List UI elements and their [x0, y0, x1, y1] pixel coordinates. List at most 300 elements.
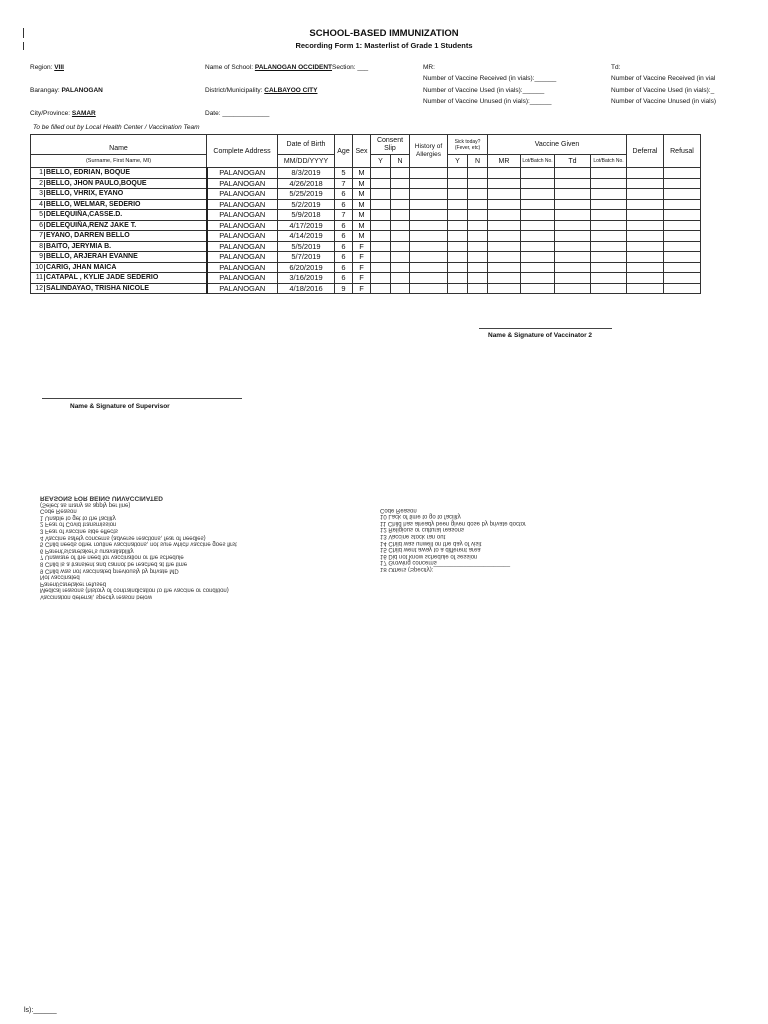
mr-received: Number of Vaccine Received (in vials):______	[423, 75, 557, 82]
reason-right-line: 10 Lack of time to go to facility	[380, 513, 461, 520]
blank-cell[interactable]	[664, 168, 701, 179]
dob-cell: 6/20/2019	[278, 262, 335, 273]
blank-cell[interactable]	[468, 262, 488, 273]
student-name: BELLO, EDRIAN, BOQUE	[46, 169, 131, 177]
blank-cell[interactable]	[410, 273, 448, 284]
blank-cell[interactable]	[410, 241, 448, 252]
blank-cell[interactable]	[664, 199, 701, 210]
blank-cell[interactable]	[521, 168, 555, 179]
blank-cell[interactable]	[448, 273, 468, 284]
blank-cell[interactable]	[410, 210, 448, 221]
row-number: 11	[35, 274, 43, 282]
blank-cell[interactable]	[468, 168, 488, 179]
consent-n-header: N	[391, 155, 410, 168]
mr-used: Number of Vaccine Used (in vials):______	[423, 87, 545, 94]
blank-cell[interactable]	[555, 231, 591, 242]
blank-cell[interactable]	[488, 262, 521, 273]
sex-cell: M	[353, 231, 371, 242]
row-number: 6	[39, 221, 43, 229]
blank-cell[interactable]	[448, 220, 468, 231]
row-number: 12	[35, 284, 43, 292]
blank-cell[interactable]	[468, 241, 488, 252]
blank-cell[interactable]	[448, 178, 468, 189]
blank-cell[interactable]	[627, 273, 664, 284]
table-row	[31, 231, 701, 242]
mr-header: MR	[488, 155, 521, 168]
address-cell: PALANOGAN	[207, 199, 278, 210]
blank-cell[interactable]	[555, 189, 591, 200]
blank-cell[interactable]	[627, 283, 664, 294]
student-name: BAITO, JERYMIA B.	[46, 242, 112, 250]
blank-cell[interactable]	[488, 220, 521, 231]
blank-cell[interactable]	[488, 283, 521, 294]
blank-cell[interactable]	[627, 199, 664, 210]
blank-cell[interactable]	[488, 231, 521, 242]
sick-n-header: N	[468, 155, 488, 168]
blank-cell[interactable]	[488, 252, 521, 263]
blank-cell[interactable]	[448, 241, 468, 252]
blank-cell[interactable]	[664, 241, 701, 252]
blank-cell[interactable]	[555, 262, 591, 273]
blank-cell[interactable]	[555, 252, 591, 263]
blank-cell[interactable]	[555, 210, 591, 221]
blank-cell[interactable]	[664, 220, 701, 231]
blank-cell[interactable]	[627, 241, 664, 252]
deferral-header: Deferral	[627, 135, 664, 168]
address-header: Complete Address	[207, 135, 278, 168]
td-lot-header: Lot/Batch No.	[591, 155, 627, 168]
dob-cell: 8/3/2019	[278, 168, 335, 179]
reason-right-line: Code Reason	[380, 506, 417, 513]
mr-unused: Number of Vaccine Unused (in vials):______	[423, 98, 552, 105]
blank-cell[interactable]	[468, 231, 488, 242]
age-cell: 6	[335, 189, 353, 200]
blank-cell[interactable]	[627, 178, 664, 189]
table-row	[31, 199, 701, 210]
name-header-label: Name	[109, 145, 128, 152]
barangay-value: PALANOGAN	[61, 87, 103, 94]
sex-cell: M	[353, 178, 371, 189]
name-cell	[31, 262, 207, 273]
blank-cell[interactable]	[664, 283, 701, 294]
blank-cell[interactable]	[448, 252, 468, 263]
blank-cell[interactable]	[591, 189, 627, 200]
dob-cell: 5/7/2019	[278, 252, 335, 263]
district-field	[205, 87, 317, 94]
blank-cell[interactable]	[488, 241, 521, 252]
blank-cell[interactable]	[410, 199, 448, 210]
blank-cell[interactable]	[488, 199, 521, 210]
row-number: 2	[39, 179, 43, 187]
address-cell: PALANOGAN	[207, 220, 278, 231]
blank-cell[interactable]	[591, 178, 627, 189]
blank-cell[interactable]	[627, 189, 664, 200]
age-cell: 7	[335, 178, 353, 189]
address-cell: PALANOGAN	[207, 168, 278, 179]
reason-right-line: 18 Others (Specify):_______________________	[380, 565, 511, 572]
reason-right-line: 12 Religious or cultural reasons	[380, 526, 465, 533]
blank-cell[interactable]	[521, 273, 555, 284]
blank-cell[interactable]	[371, 199, 391, 210]
sex-cell: F	[353, 241, 371, 252]
blank-cell[interactable]	[591, 231, 627, 242]
blank-cell[interactable]	[627, 262, 664, 273]
row-number: 3	[39, 190, 43, 198]
blank-cell[interactable]	[664, 273, 701, 284]
blank-cell[interactable]	[521, 241, 555, 252]
blank-cell[interactable]	[521, 252, 555, 263]
reason-left-line: 8 Child is a transient and cannot be reached at the time	[40, 560, 188, 567]
blank-cell[interactable]	[521, 283, 555, 294]
reason-left-line: Vaccination deferral, specify reason below	[40, 593, 152, 600]
sex-cell: F	[353, 283, 371, 294]
blank-cell[interactable]	[591, 273, 627, 284]
blank-cell[interactable]	[371, 231, 391, 242]
team-note: To be filled out by Local Health Center / Vaccination Team	[33, 124, 200, 131]
blank-cell[interactable]	[664, 252, 701, 263]
footer-fragment: ls):______	[24, 1007, 57, 1014]
name-cell	[31, 231, 207, 242]
name-format-header: (Surname, First Name, MI)	[31, 155, 207, 168]
blank-cell[interactable]	[371, 178, 391, 189]
reason-left-line: 6 Parent's/caretaker's unavailability	[40, 547, 134, 554]
blank-cell[interactable]	[371, 273, 391, 284]
masterlist-table	[30, 134, 701, 294]
reason-right-line: 11 Child has already been given dose by private doctor	[380, 519, 526, 526]
blank-cell[interactable]	[468, 273, 488, 284]
blank-cell[interactable]	[391, 189, 410, 200]
blank-cell[interactable]	[410, 283, 448, 294]
blank-cell[interactable]	[627, 231, 664, 242]
blank-cell[interactable]	[391, 262, 410, 273]
name-cell	[31, 189, 207, 200]
blank-cell[interactable]	[521, 220, 555, 231]
city-value: SAMAR	[71, 110, 96, 117]
vaccinator-signature-label: Name & Signature of Vaccinator 2	[488, 332, 593, 339]
blank-cell[interactable]	[591, 199, 627, 210]
vaccinator-signature-line	[479, 328, 612, 329]
sex-cell: F	[353, 273, 371, 284]
blank-cell[interactable]	[664, 210, 701, 221]
age-cell: 5	[335, 168, 353, 179]
region-label: Region:	[30, 64, 53, 71]
reason-right-line: 17 Growing concerns	[380, 559, 437, 566]
mr-lot-header: Lot/Batch No.	[521, 155, 555, 168]
blank-cell[interactable]	[410, 178, 448, 189]
section-label: Section: ___	[332, 64, 369, 71]
name-cell	[31, 168, 207, 179]
student-name: BELLO, VHRIX, EYANO	[46, 190, 124, 198]
blank-cell[interactable]	[468, 178, 488, 189]
student-name: DELEQUIÑA,RENZ JAKE T.	[46, 221, 137, 229]
blank-cell[interactable]	[664, 189, 701, 200]
blank-cell[interactable]	[521, 210, 555, 221]
row-number: 5	[39, 211, 43, 219]
blank-cell[interactable]	[391, 220, 410, 231]
address-cell: PALANOGAN	[207, 189, 278, 200]
supervisor-signature-label: Name & Signature of Supervisor	[70, 403, 170, 410]
table-row	[31, 252, 701, 263]
blank-cell[interactable]	[521, 199, 555, 210]
blank-cell[interactable]	[391, 168, 410, 179]
blank-cell[interactable]	[371, 210, 391, 221]
address-cell: PALANOGAN	[207, 283, 278, 294]
supervisor-signature-line	[42, 398, 242, 399]
sex-cell: F	[353, 262, 371, 273]
age-cell: 6	[335, 262, 353, 273]
blank-cell[interactable]	[391, 273, 410, 284]
sex-header: Sex	[353, 135, 371, 168]
address-cell: PALANOGAN	[207, 262, 278, 273]
dob-cell: 4/26/2018	[278, 178, 335, 189]
blank-cell[interactable]	[468, 189, 488, 200]
blank-cell[interactable]	[410, 262, 448, 273]
dob-cell: 4/14/2019	[278, 231, 335, 242]
name-cell	[31, 210, 207, 221]
dob-cell: 3/16/2019	[278, 273, 335, 284]
blank-cell[interactable]	[488, 273, 521, 284]
blank-cell[interactable]	[664, 178, 701, 189]
blank-cell[interactable]	[555, 178, 591, 189]
dob-cell: 5/2/2019	[278, 199, 335, 210]
age-cell: 6	[335, 241, 353, 252]
age-cell: 6	[335, 199, 353, 210]
blank-cell[interactable]	[521, 262, 555, 273]
blank-cell[interactable]	[391, 210, 410, 221]
reason-left-line: Medical reasons (history of contraindication to the vaccine or condition)	[40, 586, 229, 593]
blank-cell[interactable]	[371, 168, 391, 179]
age-cell: 6	[335, 231, 353, 242]
blank-cell[interactable]	[410, 168, 448, 179]
blank-cell[interactable]	[591, 168, 627, 179]
blank-cell[interactable]	[448, 231, 468, 242]
sex-cell: F	[353, 252, 371, 263]
blank-cell[interactable]	[591, 252, 627, 263]
td-used: Number of Vaccine Used (in vials):_	[611, 87, 715, 94]
student-name: BELLO, WELMAR, SEDERIO	[46, 200, 141, 208]
blank-cell[interactable]	[627, 252, 664, 263]
address-cell: PALANOGAN	[207, 231, 278, 242]
td-title: Td:	[611, 64, 621, 71]
address-cell: PALANOGAN	[207, 252, 278, 263]
blank-cell[interactable]	[488, 189, 521, 200]
blank-cell[interactable]	[410, 252, 448, 263]
blank-cell[interactable]	[627, 168, 664, 179]
blank-cell[interactable]	[391, 199, 410, 210]
reason-right-line: 13 Vaccine stock ran out	[380, 532, 446, 539]
blank-cell[interactable]	[448, 168, 468, 179]
blank-cell[interactable]	[448, 262, 468, 273]
region-field	[30, 64, 64, 71]
name-cell	[31, 178, 207, 189]
page-title: SCHOOL-BASED IMMUNIZATION	[309, 28, 459, 39]
school-value: PALANOGAN OCCIDENT	[254, 64, 333, 71]
blank-cell[interactable]	[371, 189, 391, 200]
blank-cell[interactable]	[391, 241, 410, 252]
blank-cell[interactable]	[555, 273, 591, 284]
blank-cell[interactable]	[391, 283, 410, 294]
blank-cell[interactable]	[555, 199, 591, 210]
dob-cell: 4/17/2019	[278, 220, 335, 231]
row-number: 10	[35, 263, 43, 271]
blank-cell[interactable]	[371, 220, 391, 231]
student-name: SALINDAYAO, TRISHA NICOLE	[46, 284, 150, 292]
allergies-header: History of Allergies	[410, 135, 448, 168]
name-cell	[31, 252, 207, 263]
name-cell	[31, 273, 207, 284]
reason-right-line: 14 Child was unwell on the day of visit	[380, 539, 482, 546]
blank-cell[interactable]	[391, 252, 410, 263]
sick-header: Sick today? (Fever, etc)	[448, 135, 488, 155]
name-cell	[31, 241, 207, 252]
blank-cell[interactable]	[591, 283, 627, 294]
blank-cell[interactable]	[488, 178, 521, 189]
reason-left-line: 2 Fear of Covid transmission	[40, 520, 117, 527]
reason-left-line: (Select as many as apply per line)	[40, 501, 131, 508]
mr-title: MR:	[423, 64, 435, 71]
student-name: CATAPAL , KYLIE JADE SEDERIO	[46, 274, 159, 282]
reason-right-line: 15 Child went away to a different area	[380, 546, 481, 553]
district-label: District/Municipality:	[205, 87, 263, 94]
dob-cell: 5/25/2019	[278, 189, 335, 200]
blank-cell[interactable]	[371, 262, 391, 273]
refusal-header: Refusal	[664, 135, 701, 168]
school-field	[205, 64, 368, 71]
table-row	[31, 283, 701, 294]
reason-left-line: 7 Unaware of the need for vaccination or the schedule	[40, 553, 184, 560]
blank-cell[interactable]	[591, 220, 627, 231]
table-row	[31, 178, 701, 189]
school-label: Name of School:	[205, 64, 254, 71]
name-cell	[31, 283, 207, 294]
dob-cell: 5/5/2019	[278, 241, 335, 252]
table-row	[31, 168, 701, 179]
date-field: Date: _____________	[205, 110, 270, 117]
address-cell: PALANOGAN	[207, 210, 278, 221]
student-name: BELLO, JHON PAULO,BOQUE	[46, 179, 147, 187]
city-field	[30, 110, 96, 117]
blank-cell[interactable]	[391, 231, 410, 242]
blank-cell[interactable]	[488, 210, 521, 221]
reason-left-line: 9 Child was not vaccinated previously by private MD	[40, 567, 179, 574]
blank-cell[interactable]	[468, 252, 488, 263]
blank-cell[interactable]	[448, 210, 468, 221]
td-header: Td	[555, 155, 591, 168]
consent-header: Consent Slip	[371, 135, 410, 155]
age-cell: 6	[335, 220, 353, 231]
page-subtitle: Recording Form 1: Masterlist of Grade 1 Students	[295, 41, 473, 50]
td-received: Number of Vaccine Received (in vial	[611, 75, 716, 82]
city-label: City/Province:	[30, 110, 71, 117]
blank-cell[interactable]	[448, 199, 468, 210]
reason-left-line: 4 Vaccine safety concerns (adverse reactions, fear of needles)	[40, 534, 206, 541]
age-cell: 6	[335, 273, 353, 284]
barangay-field	[30, 87, 103, 94]
row-number: 9	[39, 253, 43, 261]
blank-cell[interactable]	[664, 231, 701, 242]
blank-cell[interactable]	[448, 283, 468, 294]
blank-cell[interactable]	[555, 241, 591, 252]
table-row	[31, 210, 701, 221]
age-header: Age	[335, 135, 353, 168]
blank-cell[interactable]	[521, 178, 555, 189]
blank-cell[interactable]	[664, 262, 701, 273]
blank-cell[interactable]	[391, 178, 410, 189]
sex-cell: M	[353, 220, 371, 231]
dob-header: Date of Birth	[278, 135, 335, 155]
dob-format-header: MM/DD/YYYY	[278, 155, 335, 168]
name-cell	[31, 220, 207, 231]
row-number: 1	[39, 169, 43, 177]
reason-left-line: Code Reason	[40, 507, 77, 514]
td-unused: Number of Vaccine Unused (in vials)	[611, 98, 717, 105]
student-name: BELLO, ARJERAH EVANNE	[46, 253, 138, 261]
barangay-label: Barangay:	[30, 87, 60, 94]
consent-y-header: Y	[371, 155, 391, 168]
blank-cell[interactable]	[468, 220, 488, 231]
reasons-right-mirrored	[380, 506, 526, 572]
blank-cell[interactable]	[371, 241, 391, 252]
blank-cell[interactable]	[410, 231, 448, 242]
sick-y-header: Y	[448, 155, 468, 168]
blank-cell[interactable]	[555, 220, 591, 231]
blank-cell[interactable]	[555, 283, 591, 294]
blank-cell[interactable]	[448, 189, 468, 200]
region-value: VIII	[54, 64, 64, 71]
age-cell: 6	[335, 252, 353, 263]
table-row	[31, 273, 701, 284]
student-name: CARIG, JHAN MAICA	[46, 263, 117, 271]
sex-cell: M	[353, 199, 371, 210]
reason-left-line: 5 Child needs other routine vaccinations, not sure which vaccine goes first	[40, 540, 237, 547]
blank-cell[interactable]	[627, 210, 664, 221]
sex-cell: M	[353, 189, 371, 200]
reason-left-line: 3 Fear of vaccine side effects	[40, 527, 118, 534]
blank-cell[interactable]	[521, 231, 555, 242]
vaccine-header: Vaccine Given	[488, 135, 627, 155]
table-row	[31, 220, 701, 231]
blank-cell[interactable]	[468, 199, 488, 210]
blank-cell[interactable]	[591, 241, 627, 252]
sex-cell: M	[353, 210, 371, 221]
blank-cell[interactable]	[410, 220, 448, 231]
table-row	[31, 262, 701, 273]
blank-cell[interactable]	[627, 220, 664, 231]
table-row	[31, 241, 701, 252]
blank-cell[interactable]	[591, 262, 627, 273]
blank-cell[interactable]	[371, 283, 391, 294]
name-header	[31, 135, 207, 155]
blank-cell[interactable]	[521, 189, 555, 200]
table-row	[31, 189, 701, 200]
blank-cell[interactable]	[410, 189, 448, 200]
blank-cell[interactable]	[488, 168, 521, 179]
address-cell: PALANOGAN	[207, 273, 278, 284]
reason-left-line: Not vaccinated	[40, 573, 80, 580]
blank-cell[interactable]	[371, 252, 391, 263]
blank-cell[interactable]	[591, 210, 627, 221]
blank-cell[interactable]	[555, 168, 591, 179]
age-cell: 7	[335, 210, 353, 221]
blank-cell[interactable]	[468, 283, 488, 294]
reasons-heading: REASONS FOR BEING UNVACCINATED	[40, 494, 163, 502]
blank-cell[interactable]	[468, 210, 488, 221]
row-number: 8	[39, 242, 43, 250]
row-number: 7	[39, 232, 43, 240]
district-value: CALBAYOO CITY	[264, 87, 318, 94]
age-cell: 9	[335, 283, 353, 294]
reason-left-line: Parent/caretaker refused	[40, 580, 107, 587]
